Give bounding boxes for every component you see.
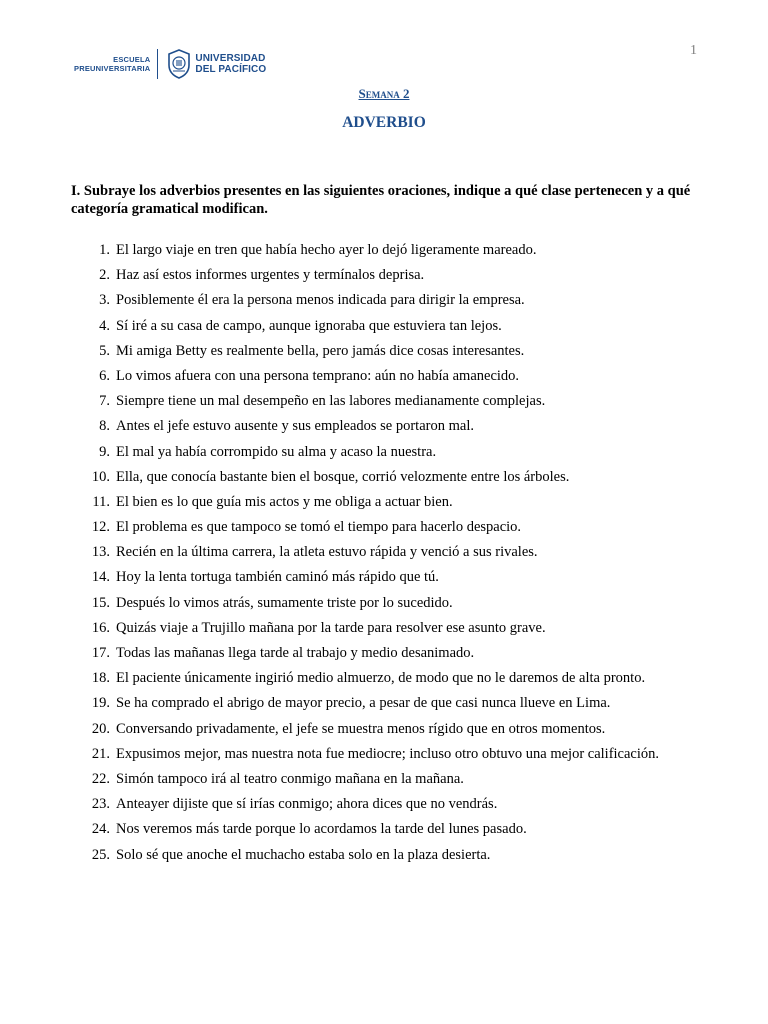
sentence-text: Antes el jefe estuvo ausente y sus empleados se portaron mal. bbox=[116, 418, 474, 435]
sentence-text: Mi amiga Betty es realmente bella, pero jamás dice cosas interesantes. bbox=[116, 342, 525, 359]
sentence-text: El paciente únicamente ingirió medio almuerzo, de modo que no le daremos de alta pronto. bbox=[116, 670, 646, 687]
sentence-number: 21. bbox=[91, 745, 110, 762]
sentence-text: Haz así estos informes urgentes y termínalos deprisa. bbox=[116, 267, 425, 284]
sentence-number: 9. bbox=[99, 443, 110, 460]
sentence-text: Quizás viaje a Trujillo mañana por la tarde para resolver ese asunto grave. bbox=[116, 619, 546, 636]
page-number: 1 bbox=[690, 43, 697, 58]
sentence-number: 7. bbox=[99, 393, 110, 410]
sentence-number: 2. bbox=[99, 267, 110, 284]
sentence-text: El problema es que tampoco se tomó el tiempo para hacerlo despacio. bbox=[116, 519, 522, 536]
sentence-text: Nos veremos más tarde porque lo acordamos la tarde del lunes pasado. bbox=[116, 821, 527, 838]
sentence-number: 14. bbox=[91, 569, 110, 586]
sentence-text: Anteayer dijiste que sí irías conmigo; ahora dices que no vendrás. bbox=[116, 796, 498, 813]
sentence-number: 25. bbox=[91, 846, 110, 863]
sentence-number: 1. bbox=[99, 242, 110, 258]
logo-universidad-text bbox=[195, 53, 266, 75]
sentence-number: 12. bbox=[91, 519, 110, 536]
sentence-number: 19. bbox=[91, 695, 110, 712]
sentence-text: Lo vimos afuera con una persona temprano: aún no había amanecido. bbox=[116, 367, 520, 384]
logo-divider bbox=[157, 49, 158, 79]
sentence-number: 16. bbox=[91, 619, 110, 636]
sentence-text: Simón tampoco irá al teatro conmigo mañana en la mañana. bbox=[116, 770, 464, 787]
sentence-text: Expusimos mejor, mas nuestra nota fue mediocre; incluso otro obtuvo una mejor calificación. bbox=[116, 745, 660, 762]
sentence-number: 11. bbox=[92, 493, 110, 510]
sentence-text: Siempre tiene un mal desempeño en las labores medianamente complejas. bbox=[116, 393, 546, 410]
sentence-text: El mal ya había corrompido su alma y acaso la nuestra. bbox=[116, 443, 437, 460]
page-title: ADVERBIO bbox=[342, 114, 426, 131]
sentence-text: Todas las mañanas llega tarde al trabajo y medio desanimado. bbox=[116, 645, 475, 661]
sentence-number: 24. bbox=[91, 821, 110, 838]
sentence-number: 18. bbox=[91, 670, 110, 687]
logo-universidad-line1: UNIVERSIDAD bbox=[195, 53, 266, 64]
sentence-number: 5. bbox=[99, 342, 110, 359]
exercise-instruction: I. Subraye los adverbios presentes en las siguientes oraciones, indique a qué clase pertenecen y a qué categoría gramatical modifican. bbox=[71, 183, 691, 217]
sentence-number: 3. bbox=[99, 292, 110, 309]
logo-escuela-line2: PREUNIVERSITARIA bbox=[74, 64, 151, 73]
sentence-number: 17. bbox=[91, 645, 110, 661]
week-heading: Semana 2 bbox=[358, 86, 410, 101]
sentence-number: 4. bbox=[99, 317, 110, 334]
sentence-text: Recién en la última carrera, la atleta estuvo rápida y venció a sus rivales. bbox=[116, 544, 538, 561]
sentence-number: 13. bbox=[91, 544, 110, 561]
sentence-text: Ella, que conocía bastante bien el bosque, corrió velozmente entre los árboles. bbox=[116, 468, 570, 485]
logo-universidad-line2: DEL PACÍFICO bbox=[195, 64, 267, 75]
sentence-text: El bien es lo que guía mis actos y me obliga a actuar bien. bbox=[116, 493, 453, 510]
sentence-text: Se ha comprado el abrigo de mayor precio, a pesar de que casi nunca llueve en Lima. bbox=[116, 695, 611, 712]
sentence-text: Solo sé que anoche el muchacho estaba solo en la plaza desierta. bbox=[116, 846, 491, 863]
sentence-number: 20. bbox=[91, 720, 110, 737]
sentence-number: 10. bbox=[91, 468, 110, 485]
sentence-number: 23. bbox=[91, 796, 110, 813]
sentence-number: 15. bbox=[91, 594, 110, 611]
sentence-text: Hoy la lenta tortuga también caminó más rápido que tú. bbox=[116, 569, 439, 586]
sentence-number: 8. bbox=[99, 418, 110, 435]
sentence-text: Sí iré a su casa de campo, aunque ignoraba que estuviera tan lejos. bbox=[116, 317, 502, 334]
sentence-text: Después lo vimos atrás, sumamente triste por lo sucedido. bbox=[116, 594, 453, 611]
sentence-text: Posiblemente él era la persona menos indicada para dirigir la empresa. bbox=[116, 292, 525, 309]
logo-escuela-line1: ESCUELA bbox=[113, 55, 151, 64]
sentence-number: 22. bbox=[91, 770, 110, 787]
university-logo bbox=[74, 47, 266, 81]
university-seal-icon bbox=[167, 49, 191, 79]
sentence-text: Conversando privadamente, el jefe se muestra menos rígido que en otros momentos. bbox=[116, 720, 606, 737]
logo-escuela-text bbox=[74, 55, 150, 73]
sentence-number: 6. bbox=[99, 367, 110, 384]
sentence-text: El largo viaje en tren que había hecho ayer lo dejó ligeramente mareado. bbox=[116, 242, 537, 258]
